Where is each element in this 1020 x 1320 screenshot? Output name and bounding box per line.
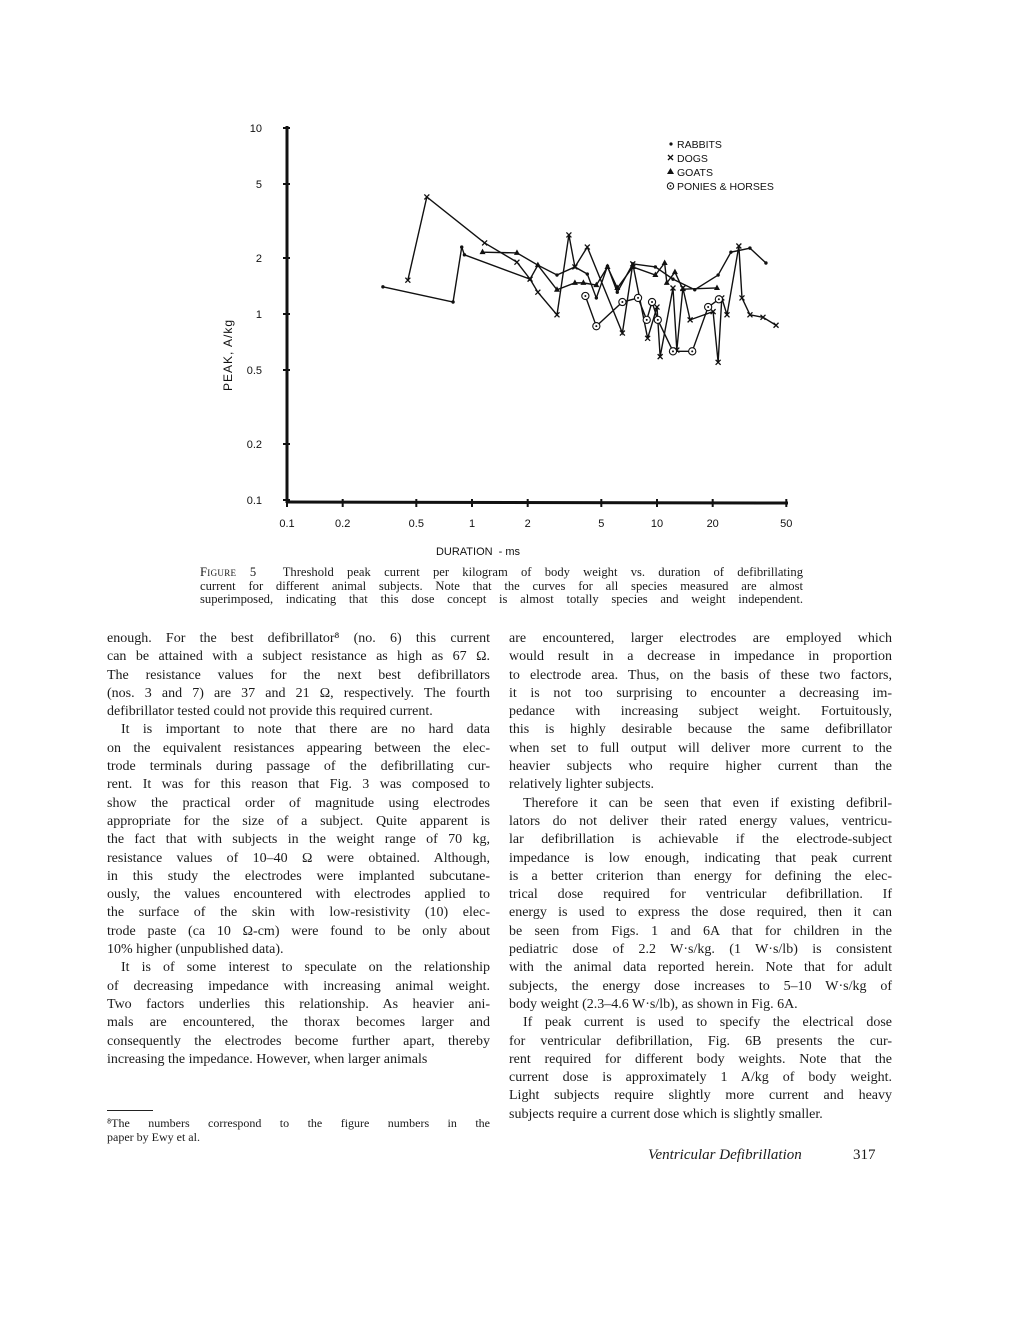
legend-ponies-horses: PONIES & HORSES — [677, 181, 774, 193]
paragraph-line: The resistance values for the next best defibrillators — [107, 667, 490, 683]
running-title: Ventricular Defibrillation — [648, 1147, 802, 1163]
x-tick-label: 50 — [780, 518, 793, 530]
paragraph-line: when set to full output will deliver more current to the — [509, 740, 892, 756]
paragraph-line: 10% higher (unpublished data). — [107, 942, 284, 958]
caption-label: Figure 5 — [200, 565, 257, 579]
y-axis-label: PEAK, A/kg — [221, 318, 235, 392]
paragraph-line: can be attained with a subject resistance as high as 67 Ω. — [107, 649, 490, 665]
rabbit-point — [460, 245, 463, 248]
paragraph-line: enough. For the best defibrillator⁸ (no. 6) this current — [107, 631, 490, 646]
footnote-line: ⁸The numbers correspond to the figure numbers in the — [107, 1116, 490, 1130]
figure-5-chart — [0, 0, 1020, 560]
x-axis-label: DURATION - ms — [435, 546, 521, 558]
paragraph-line: pediatric dose of 2.2 W·s/kg. (1 W·s/lb) is consistent — [509, 942, 892, 958]
y-tick-label: 2 — [255, 253, 262, 266]
pony-point — [705, 303, 712, 310]
footnote-rule — [107, 1110, 153, 1111]
legend-rabbits: RABBITS — [677, 139, 722, 151]
paragraph-line: trode paste (ca 10 Ω-cm) were found to be only about — [107, 923, 490, 939]
caption-line: current for different animal subjects. Note that the curves for all species measured are almost — [200, 578, 803, 593]
pony-point — [648, 298, 655, 305]
paragraph-line: current dose is approximately 1 A/kg of body weight. — [509, 1070, 892, 1086]
pony-point — [689, 348, 696, 355]
y-tick-label: 0.2 — [246, 439, 262, 452]
rabbit-point — [451, 300, 454, 303]
legend-goat-marker — [667, 168, 674, 174]
goat-point — [604, 263, 610, 269]
rabbit-point — [616, 290, 619, 293]
paragraph-line: increasing the impedance. However, when larger animals — [107, 1051, 428, 1067]
rabbit-point — [654, 265, 657, 268]
paragraph-line: Light subjects require slightly more current and heavy — [509, 1088, 892, 1104]
paragraph-line: It is important to note that there are no hard data — [121, 722, 490, 738]
pony-point — [654, 316, 661, 323]
dog-point — [774, 323, 779, 328]
paragraph-line: pedance with increasing subject weight. Fortuitously, — [509, 704, 892, 720]
y-tick-label: 10 — [249, 123, 262, 135]
paragraph-line: resistance values of 10–40 Ω were obtained. Although, — [107, 850, 490, 866]
paragraph-line: trical dose required for ventricular defibrillation. If — [509, 887, 892, 903]
goat-point — [672, 269, 678, 275]
legend-dog-marker — [668, 155, 673, 160]
caption-line: superimposed, indicating that this dose concept is almost totally species and weight independent. — [200, 592, 803, 607]
x-tick-label: 0.5 — [408, 518, 424, 530]
series-goats — [480, 249, 720, 292]
rabbit-point — [716, 273, 719, 276]
pony-point — [619, 298, 626, 305]
paragraph-line: body weight (2.3–4.6 W·s/lb), as shown in Fig. 6A. — [509, 996, 798, 1012]
paragraph-line: mals are encountered, the thorax becomes larger and — [107, 1015, 490, 1031]
paragraph-line: lar defibrillation is achievable if the electrode-subject — [509, 832, 892, 848]
paragraph-line: this is highly desirable because the same defibrillator — [509, 722, 892, 738]
series-line — [383, 247, 766, 302]
paragraph-line: consequently the electrodes become further apart, thereby — [107, 1033, 490, 1049]
paragraph-line: rent required for different body weights. Note that the — [509, 1051, 892, 1067]
pony-point — [582, 292, 589, 299]
legend-rabbit-marker — [669, 142, 672, 145]
series-dogs — [405, 194, 778, 364]
dog-point — [482, 240, 487, 245]
x-tick-label: 1 — [468, 518, 476, 530]
goat-point — [572, 279, 578, 285]
paragraph-line: relatively lighter subjects. — [509, 777, 655, 793]
paragraph-line: of decreasing impedance with increasing animal weight. — [107, 978, 490, 994]
pony-point — [634, 294, 641, 301]
paragraph-line: it is not too surprising to encounter a decreasing im- — [509, 685, 892, 701]
y-tick-label: 5 — [255, 178, 262, 191]
legend — [667, 139, 774, 193]
goat-point — [662, 260, 668, 266]
paragraph-line: are encountered, larger electrodes are employed which — [509, 631, 892, 646]
caption-line: Threshold peak current per kilogram of body weight vs. duration of defibrillating — [282, 565, 804, 579]
paragraph-line: in this study the electrodes were implanted subcutane- — [107, 868, 490, 884]
paragraph-line: It is of some interest to speculate on the relationship — [121, 960, 490, 976]
goat-point — [580, 279, 586, 285]
x-tick-label: 5 — [598, 518, 605, 530]
left-text-column — [107, 630, 490, 1069]
rabbit-point — [555, 273, 558, 276]
y-tick-label: 0.1 — [246, 495, 262, 507]
pony-point — [643, 316, 650, 323]
paragraph-line: lators do not deliver their rated energy values, ventricu- — [509, 813, 892, 829]
paragraph-line: with the animal data reported herein. Note that for adult — [509, 960, 892, 976]
series-rabbits — [381, 245, 767, 303]
pony-point — [593, 323, 600, 330]
paragraph-line: would result in a decrease in impedance in proportion — [509, 649, 892, 665]
paragraph-line: on the equivalent resistances appearing between the elec- — [107, 740, 490, 756]
paragraph-line: Two factors underlies this relationship. As heavier ani- — [107, 996, 490, 1012]
figure-caption — [200, 566, 803, 607]
goat-point — [714, 284, 720, 290]
rabbit-point — [586, 272, 589, 275]
paragraph-line: for ventricular defibrillation, Fig. 6B presents the cur- — [509, 1033, 892, 1049]
pony-point — [669, 348, 676, 355]
paragraph-line: heavier subjects who require higher current than the — [509, 759, 892, 775]
x-tick-label: 2 — [524, 518, 531, 530]
goat-point — [514, 249, 520, 255]
page-number: 317 — [853, 1147, 876, 1163]
rabbit-point — [764, 261, 767, 264]
x-tick-label: 0.2 — [335, 518, 351, 530]
x-tick-label: 0.1 — [279, 518, 295, 530]
right-text-column — [509, 630, 892, 1124]
x-tick-label: 10 — [650, 518, 664, 530]
paragraph-line: the surface of the skin with low-resistivity (10) elec- — [107, 905, 490, 921]
y-tick-label: 1 — [255, 309, 262, 321]
paragraph-line: be seen from Figs. 1 and 6A that for children in the — [509, 923, 892, 939]
paragraph-line: rent. It was for this reason that Fig. 3 was composed to — [107, 777, 490, 793]
paragraph-line: Therefore it can be seen that even if existing defibril- — [523, 795, 892, 811]
footnote-line: paper by Ewy et al. — [107, 1130, 200, 1144]
series-line — [408, 197, 776, 362]
paragraph-line: If peak current is used to specify the electrical dose — [523, 1015, 892, 1031]
dog-point — [514, 260, 519, 265]
rabbit-point — [671, 277, 674, 280]
pony-point — [715, 296, 722, 303]
legend-goats: GOATS — [677, 167, 713, 179]
paragraph-line: to electrode area. Thus, on the basis of these two factors, — [509, 667, 892, 683]
legend-pony-marker — [667, 183, 673, 189]
legend-dogs: DOGS — [677, 153, 708, 165]
dog-point — [535, 290, 540, 295]
paragraph-line: subjects require a current dose which is slightly smaller. — [509, 1106, 823, 1122]
rabbit-point — [595, 296, 598, 299]
y-tick-label: 0.5 — [246, 364, 262, 377]
paragraph-line: ously, the values encountered with electrodes applied to — [107, 887, 490, 903]
rabbit-point — [463, 253, 466, 256]
rabbit-point — [381, 285, 384, 288]
paragraph-line: show the practical order of magnitude using electrodes — [107, 795, 490, 811]
paragraph-line: appropriate for the size of a subject. Quite apparent is — [107, 813, 490, 829]
paragraph-line: the fact that with subjects in the weight range of 70 kg, — [107, 832, 490, 848]
footnote — [107, 1116, 490, 1144]
paragraph-line: energy is used to express the dose required, then it can — [509, 905, 892, 921]
x-tick-label: 20 — [706, 518, 719, 530]
paragraph-line: subjects, the energy dose increases to 5–10 W·s/kg of — [509, 978, 892, 994]
rabbit-point — [729, 250, 732, 253]
goat-point — [480, 249, 486, 255]
paragraph-line: is a better criterion than energy for defining the elec- — [509, 868, 892, 884]
paragraph-line: impedance is low enough, indicating that peak current — [509, 850, 892, 866]
rabbit-point — [748, 246, 751, 249]
paragraph-line: trode terminals during passage of the defibrillating cur- — [107, 759, 490, 775]
paragraph-line: (nos. 3 and 7) are 37 and 21 Ω, respectively. The fourth — [107, 685, 490, 701]
paragraph-line: defibrillator tested could not provide this required current. — [107, 704, 433, 720]
